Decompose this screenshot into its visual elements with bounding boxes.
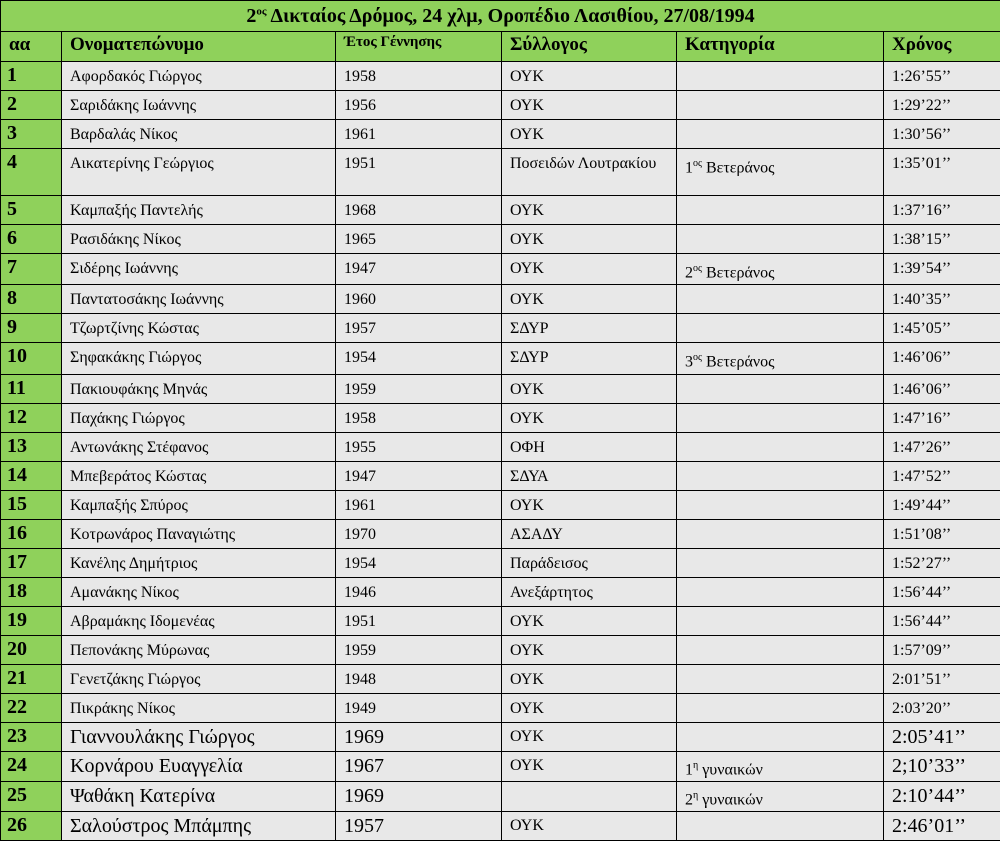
runner-name: Σαριδάκης Ιωάννης (62, 91, 336, 120)
finish-time: 1:35’01’’ (884, 149, 1000, 196)
row-number: 19 (1, 606, 62, 635)
category (677, 490, 884, 519)
runner-name: Παντατοσάκης Ιωάννης (62, 285, 336, 314)
birth-year: 1949 (336, 693, 502, 722)
runner-name: Αικατερίνης Γεώργιος (62, 149, 336, 196)
category: $1^\eta$ γυναικών (677, 751, 884, 781)
table-row (1, 519, 1000, 548)
row-number: 14 (1, 461, 62, 490)
birth-year: 1947 (336, 461, 502, 490)
runner-name: Πικράκης Νίκος (62, 693, 336, 722)
runner-name: Καμπαξής Παντελής (62, 196, 336, 225)
club: ΟΥΚ (502, 490, 677, 519)
club: ΟΥΚ (502, 374, 677, 403)
birth-year: 1957 (336, 314, 502, 343)
club: ΣΔΥΡ (502, 314, 677, 343)
runner-name: Γενετζάκης Γιώργος (62, 664, 336, 693)
finish-time: 2:05’41’’ (884, 722, 1000, 751)
runner-name: Πακιουφάκης Μηνάς (62, 374, 336, 403)
table-row (1, 781, 1000, 811)
row-number: 1 (1, 62, 62, 91)
row-number: 7 (1, 254, 62, 285)
club: ΣΔΥΑ (502, 461, 677, 490)
club: ΟΥΚ (502, 62, 677, 91)
finish-time: 1:47’16’’ (884, 403, 1000, 432)
row-number: 24 (1, 751, 62, 781)
finish-time: 1:38’15’’ (884, 225, 1000, 254)
finish-time: 1:26’55’’ (884, 62, 1000, 91)
birth-year: 1959 (336, 374, 502, 403)
runner-name: Αφορδακός Γιώργος (62, 62, 336, 91)
category: $1^{o\varsigma}$ Βετεράνος (677, 149, 884, 196)
table-row (1, 120, 1000, 149)
table-row (1, 196, 1000, 225)
club: ΟΥΚ (502, 91, 677, 120)
category (677, 577, 884, 606)
runner-name: Σαλούστρος Μπάμπης (62, 812, 336, 841)
club: ΟΥΚ (502, 722, 677, 751)
finish-time: 1:52’27’’ (884, 548, 1000, 577)
row-number: 16 (1, 519, 62, 548)
category: $3^{o\varsigma}$ Βετεράνος (677, 343, 884, 374)
finish-time: 2;10’33’’ (884, 751, 1000, 781)
club: ΟΥΚ (502, 635, 677, 664)
birth-year: 1965 (336, 225, 502, 254)
category (677, 548, 884, 577)
finish-time: 1:57’09’’ (884, 635, 1000, 664)
category (677, 432, 884, 461)
birth-year: 1958 (336, 62, 502, 91)
table-row (1, 374, 1000, 403)
category (677, 635, 884, 664)
club: ΟΥΚ (502, 196, 677, 225)
table-row (1, 548, 1000, 577)
birth-year: 1948 (336, 664, 502, 693)
category (677, 314, 884, 343)
table-row (1, 149, 1000, 196)
table-body (1, 62, 1000, 841)
birth-year: 1961 (336, 490, 502, 519)
club: ΟΥΚ (502, 812, 677, 841)
category (677, 664, 884, 693)
club: ΟΥΚ (502, 120, 677, 149)
club: Ποσειδών Λουτρακίου (502, 149, 677, 196)
category (677, 461, 884, 490)
birth-year: 1960 (336, 285, 502, 314)
category (677, 285, 884, 314)
row-number: 12 (1, 403, 62, 432)
table-row (1, 403, 1000, 432)
table-row (1, 751, 1000, 781)
birth-year: 1969 (336, 722, 502, 751)
birth-year: 1951 (336, 606, 502, 635)
runner-name: Κορνάρου Ευαγγελία (62, 751, 336, 781)
row-number: 15 (1, 490, 62, 519)
runner-name: Πεπονάκης Μύρωνας (62, 635, 336, 664)
table-row (1, 577, 1000, 606)
finish-time: 1:29’22’’ (884, 91, 1000, 120)
finish-time: 1:46’06’’ (884, 374, 1000, 403)
club: ΟΥΚ (502, 693, 677, 722)
category (677, 403, 884, 432)
table-row (1, 664, 1000, 693)
finish-time: 2:03’20’’ (884, 693, 1000, 722)
table-row (1, 254, 1000, 285)
birth-year: 1961 (336, 120, 502, 149)
birth-year: 1967 (336, 751, 502, 781)
birth-year: 1947 (336, 254, 502, 285)
finish-time: 1:46’06’’ (884, 343, 1000, 374)
header-name: Ονοματεπώνυμο (62, 32, 336, 62)
club: ΟΥΚ (502, 664, 677, 693)
runner-name: Ψαθάκη Κατερίνα (62, 781, 336, 811)
row-number: 13 (1, 432, 62, 461)
club: ΟΥΚ (502, 606, 677, 635)
header-year: Έτος Γέννησης (336, 32, 502, 62)
birth-year: 1954 (336, 343, 502, 374)
finish-time: 1:37’16’’ (884, 196, 1000, 225)
finish-time: 1:39’54’’ (884, 254, 1000, 285)
row-number: 17 (1, 548, 62, 577)
runner-name: Σιδέρης Ιωάννης (62, 254, 336, 285)
header-num: αα (1, 32, 62, 62)
row-number: 20 (1, 635, 62, 664)
table-row (1, 432, 1000, 461)
row-number: 21 (1, 664, 62, 693)
runner-name: Κοτρωνάρος Παναγιώτης (62, 519, 336, 548)
category (677, 606, 884, 635)
table-row (1, 635, 1000, 664)
finish-time: 2:01’51’’ (884, 664, 1000, 693)
birth-year: 1969 (336, 781, 502, 811)
runner-name: Αντωνάκης Στέφανος (62, 432, 336, 461)
finish-time: 1:30’56’’ (884, 120, 1000, 149)
table-row (1, 343, 1000, 374)
birth-year: 1954 (336, 548, 502, 577)
birth-year: 1959 (336, 635, 502, 664)
club: Παράδεισος (502, 548, 677, 577)
row-number: 25 (1, 781, 62, 811)
finish-time: 2:10’44’’ (884, 781, 1000, 811)
header-time: Χρόνος (884, 32, 1000, 62)
birth-year: 1955 (336, 432, 502, 461)
club: ΟΥΚ (502, 751, 677, 781)
runner-name: Ρασιδάκης Νίκος (62, 225, 336, 254)
category (677, 225, 884, 254)
table-row (1, 285, 1000, 314)
row-number: 5 (1, 196, 62, 225)
category (677, 91, 884, 120)
birth-year: 1970 (336, 519, 502, 548)
category (677, 120, 884, 149)
row-number: 10 (1, 343, 62, 374)
club: ΟΥΚ (502, 225, 677, 254)
club: ΑΣΑΔΥ (502, 519, 677, 548)
row-number: 3 (1, 120, 62, 149)
row-number: 2 (1, 91, 62, 120)
row-number: 26 (1, 812, 62, 841)
table-row (1, 722, 1000, 751)
finish-time: 1:56’44’’ (884, 577, 1000, 606)
birth-year: 1951 (336, 149, 502, 196)
runner-name: Τζωρτζίνης Κώστας (62, 314, 336, 343)
category (677, 693, 884, 722)
row-number: 6 (1, 225, 62, 254)
row-number: 23 (1, 722, 62, 751)
row-number: 18 (1, 577, 62, 606)
finish-time: 1:47’52’’ (884, 461, 1000, 490)
runner-name: Αβραμάκης Ιδομενέας (62, 606, 336, 635)
runner-name: Μπεβεράτος Κώστας (62, 461, 336, 490)
finish-time: 1:49’44’’ (884, 490, 1000, 519)
category (677, 519, 884, 548)
category (677, 62, 884, 91)
table-row (1, 693, 1000, 722)
runner-name: Σηφακάκης Γιώργος (62, 343, 336, 374)
category (677, 722, 884, 751)
birth-year: 1957 (336, 812, 502, 841)
runner-name: Κανέλης Δημήτριος (62, 548, 336, 577)
header-club: Σύλλογος (502, 32, 677, 62)
table-row (1, 225, 1000, 254)
row-number: 22 (1, 693, 62, 722)
row-number: 8 (1, 285, 62, 314)
club: ΟΦΗ (502, 432, 677, 461)
table-row (1, 461, 1000, 490)
runner-name: Αμανάκης Νίκος (62, 577, 336, 606)
runner-name: Γιαννουλάκης Γιώργος (62, 722, 336, 751)
category: $2^{o\varsigma}$ Βετεράνος (677, 254, 884, 285)
table-row (1, 490, 1000, 519)
category (677, 812, 884, 841)
row-number: 4 (1, 149, 62, 196)
club (502, 781, 677, 811)
header-category: Κατηγορία (677, 32, 884, 62)
club: ΟΥΚ (502, 285, 677, 314)
table-title: $2^{o\varsigma}$ Δικταίος Δρόμος, 24 χλμ, Οροπέδιο Λασιθίου, 27/08/1994 (1, 1, 1000, 32)
finish-time: 1:45’05’’ (884, 314, 1000, 343)
finish-time: 1:56’44’’ (884, 606, 1000, 635)
table-row (1, 62, 1000, 91)
runner-name: Βαρδαλάς Νίκος (62, 120, 336, 149)
category (677, 374, 884, 403)
birth-year: 1956 (336, 91, 502, 120)
runner-name: Καμπαξής Σπύρος (62, 490, 336, 519)
club: ΟΥΚ (502, 403, 677, 432)
club: ΣΔΥΡ (502, 343, 677, 374)
club: ΟΥΚ (502, 254, 677, 285)
club: Ανεξάρτητος (502, 577, 677, 606)
row-number: 11 (1, 374, 62, 403)
finish-time: 1:47’26’’ (884, 432, 1000, 461)
category (677, 196, 884, 225)
birth-year: 1968 (336, 196, 502, 225)
table-row (1, 91, 1000, 120)
runner-name: Παχάκης Γιώργος (62, 403, 336, 432)
table-row (1, 606, 1000, 635)
birth-year: 1958 (336, 403, 502, 432)
table-row (1, 314, 1000, 343)
category: $2^\eta$ γυναικών (677, 781, 884, 811)
finish-time: 1:40’35’’ (884, 285, 1000, 314)
finish-time: 1:51’08’’ (884, 519, 1000, 548)
table-row (1, 812, 1000, 841)
row-number: 9 (1, 314, 62, 343)
birth-year: 1946 (336, 577, 502, 606)
finish-time: 2:46’01’’ (884, 812, 1000, 841)
